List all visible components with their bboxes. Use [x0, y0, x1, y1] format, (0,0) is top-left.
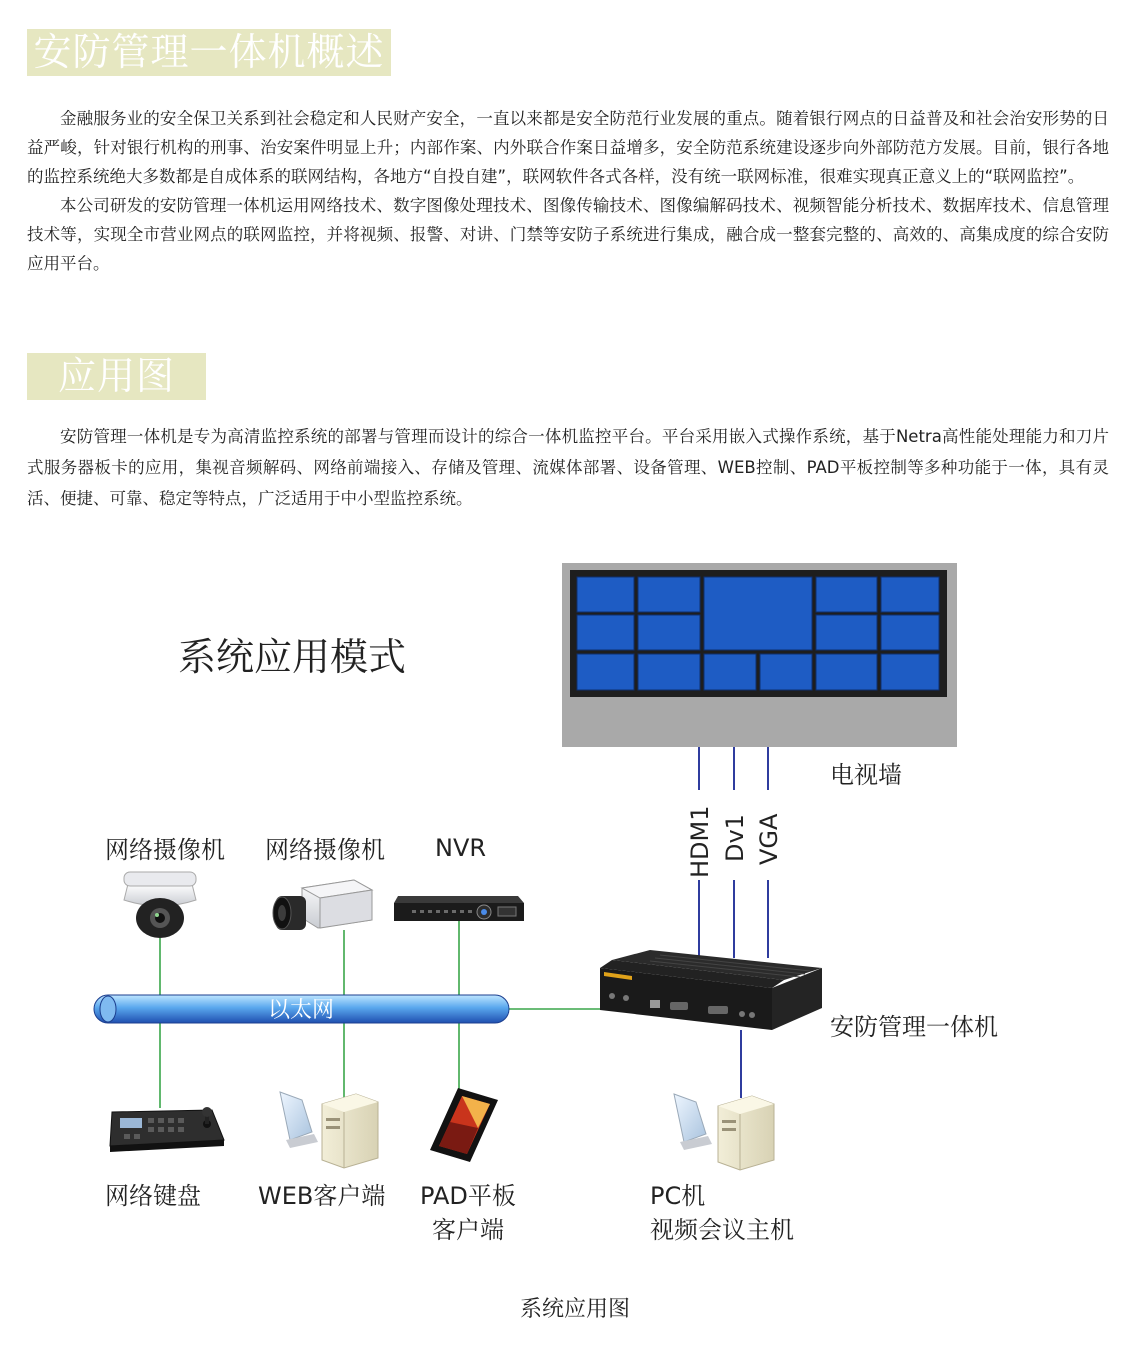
tv-screen — [881, 615, 939, 650]
security-appliance — [600, 950, 822, 1030]
section-banner-overview — [27, 29, 391, 76]
camera1-label: 网络摄像机 — [105, 836, 225, 864]
application-paragraph-1: 安防管理一体机是专为高清监控系统的部署与管理而设计的综合一体机监控平台。平台采用嵌入式操作系统，基于Netra高性能处理能力和刀片式服务器板卡的应用，集视音频解码、网络前端接入、存储及管理、流媒体部署、设备管理、WEB控制、PAD平板控制等多种功能于一体，具有灵活、便捷、可靠、稳定等特点，广泛适用于中小型监控系统。 — [27, 427, 1109, 508]
tv-screen — [577, 654, 634, 690]
tv-screen — [816, 577, 877, 612]
diagram-caption: 系统应用图 — [519, 1297, 631, 1322]
port-label-dvi: Dv1 — [721, 814, 749, 862]
overview-paragraph-1: 金融服务业的安全保卫关系到社会稳定和人民财产安全，一直以来都是安全防范行业发展的重点。随着银行网点的日益普及和社会治安形势的日益严峻，针对银行机构的刑事、治安案件明显上升；内部作案、内外联合作案日益增多，安全防范系统建设逐步向外部防范方发展。目前，银行各地的监控系统绝大多数都是自成体系的联网结构，各地方“自投自建”，联网软件各式各样，没有统一联网标准，很难实现真正意义上的“联网监控”。 — [27, 109, 1109, 186]
diagram-mode-title: 系统应用模式 — [178, 635, 407, 679]
box-camera — [273, 880, 372, 930]
port-label-hdmi: HDM1 — [686, 805, 714, 878]
appliance-label: 安防管理一体机 — [830, 1013, 998, 1041]
tv-screen — [704, 654, 756, 690]
pad-tablet — [430, 1088, 498, 1162]
section-title-overview: 安防管理一体机概述 — [33, 29, 385, 74]
nvr-device — [394, 896, 524, 921]
section-title-application: 应用图 — [57, 353, 175, 398]
tv-screen — [704, 577, 812, 650]
tv-wall — [562, 563, 957, 747]
nvr-label: NVR — [435, 834, 487, 862]
tv-screen — [816, 654, 877, 690]
tv-screen — [881, 654, 939, 690]
pc-label-line2: 视频会议主机 — [650, 1216, 794, 1244]
dome-camera — [124, 872, 196, 938]
keyboard-label: 网络键盘 — [105, 1182, 201, 1210]
tv-screen — [577, 615, 634, 650]
tv-screen — [638, 654, 700, 690]
tv-screen — [760, 654, 812, 690]
ethernet-label: 以太网 — [267, 998, 335, 1023]
tv-screen — [881, 577, 939, 612]
web-client-pc — [280, 1092, 378, 1168]
overview-text — [27, 104, 1109, 278]
tv-screen — [638, 615, 700, 650]
tv-screen — [638, 577, 700, 612]
application-text — [27, 421, 1109, 514]
camera2-label: 网络摄像机 — [265, 836, 385, 864]
port-label-vga: VGA — [755, 813, 783, 865]
pc-label-line1: PC机 — [650, 1182, 706, 1210]
network-keyboard — [110, 1107, 224, 1152]
overview-paragraph-2: 本公司研发的安防管理一体机运用网络技术、数字图像处理技术、图像传输技术、图像编解码技术、视频智能分析技术、数据库技术、信息管理技术等，实现全市营业网点的联网监控，并将视频、报警、对讲、门禁等安防子系统进行集成，融合成一整套完整的、高效的、高集成度的综合安防应用平台。 — [27, 196, 1109, 273]
tv-screen — [816, 615, 877, 650]
tv-screen — [577, 577, 634, 612]
pad-label-line1: PAD平板 — [420, 1182, 516, 1210]
tv-wall-label: 电视墙 — [830, 761, 902, 789]
pad-label-line2: 客户端 — [432, 1216, 504, 1244]
ethernet-bus — [94, 995, 509, 1023]
pc-video-conference-host — [674, 1094, 774, 1170]
section-banner-application — [27, 353, 206, 400]
web-client-label: WEB客户端 — [258, 1182, 386, 1210]
system-diagram — [0, 540, 1132, 1371]
